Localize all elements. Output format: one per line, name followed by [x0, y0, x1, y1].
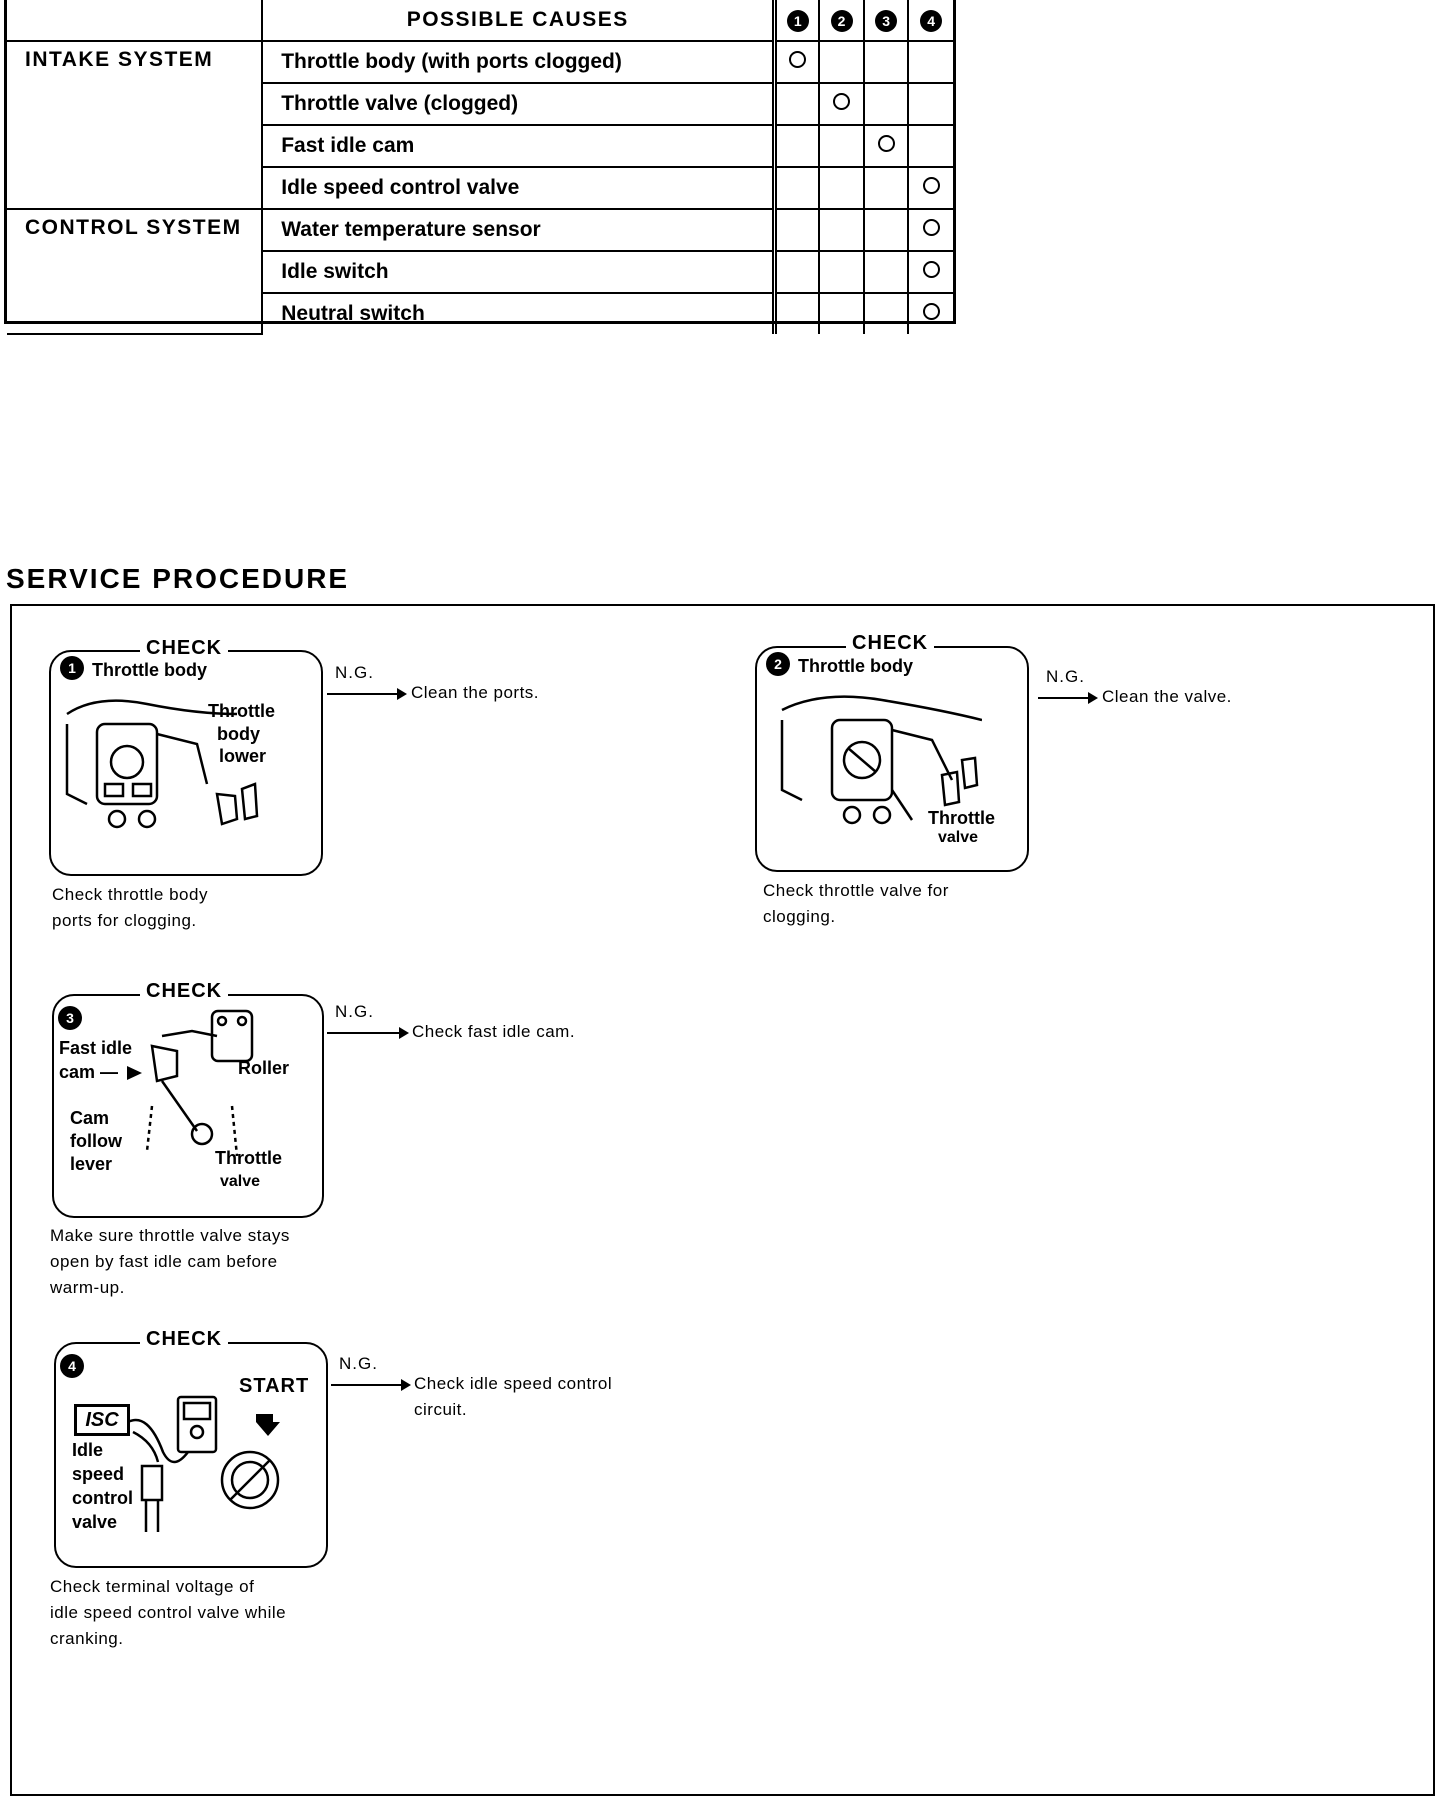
mark-cell	[819, 41, 864, 83]
step-caption	[763, 878, 949, 930]
action-line: Clean the ports.	[411, 683, 540, 702]
label-lower: lower	[219, 746, 267, 766]
caption-line: warm-up.	[50, 1278, 125, 1297]
mark-cell	[775, 41, 820, 83]
circle-mark-icon	[923, 261, 940, 278]
table-row	[7, 41, 953, 83]
step-action	[411, 680, 539, 706]
label-fast-idle: Fast idle	[59, 1038, 133, 1058]
caption-line: Check throttle valve for	[763, 881, 949, 900]
mark-cell	[775, 293, 820, 334]
label-throttle: Throttle	[215, 1148, 282, 1168]
arrow-right-icon	[327, 1032, 407, 1034]
mark-cell	[864, 167, 909, 209]
label-start: START	[239, 1375, 310, 1397]
cause-cell: Neutral switch	[262, 293, 775, 334]
arrow-right-icon	[327, 693, 405, 695]
check-label: CHECK	[846, 632, 934, 655]
col-4-badge: 4	[920, 10, 942, 32]
step-4	[12, 1292, 712, 1648]
isc-label: ISC	[85, 1409, 119, 1431]
mark-cell	[775, 251, 820, 293]
fast-idle-cam-illustration-icon	[122, 1006, 292, 1156]
step-number-badge: 3	[58, 1006, 82, 1030]
ng-label: N.G.	[335, 663, 374, 682]
header-col-1	[775, 0, 820, 41]
circle-mark-icon	[789, 51, 806, 68]
col-1-badge: 1	[787, 10, 809, 32]
mark-cell	[908, 125, 953, 167]
label-control: control	[72, 1488, 133, 1508]
service-procedure-title: SERVICE PROCEDURE	[6, 563, 350, 594]
action-line: circuit.	[414, 1400, 468, 1419]
step-action	[1102, 684, 1232, 710]
caption-line: Make sure throttle valve stays	[50, 1226, 290, 1245]
mark-cell	[864, 251, 909, 293]
ng-label: N.G.	[335, 1002, 374, 1021]
label-cam: cam —	[59, 1062, 119, 1082]
label-cam-follow: Cam	[70, 1108, 110, 1128]
circle-mark-icon	[833, 93, 850, 110]
causes-grid	[7, 0, 953, 335]
label-valve: valve	[72, 1512, 118, 1532]
mark-cell	[864, 83, 909, 125]
col-2-badge: 2	[831, 10, 853, 32]
cause-cell: Idle speed control valve	[262, 167, 775, 209]
mark-cell	[908, 41, 953, 83]
mark-cell	[775, 83, 820, 125]
label-body: body	[217, 724, 260, 744]
service-procedure-frame	[10, 604, 1435, 1796]
step-2	[712, 606, 1412, 946]
arrow-right-icon	[331, 1384, 409, 1386]
cause-cell: Fast idle cam	[262, 125, 775, 167]
header-col-2	[819, 0, 864, 41]
ng-label: N.G.	[339, 1354, 378, 1373]
isc-box	[74, 1404, 130, 1436]
step-1	[12, 606, 712, 946]
mark-cell	[819, 251, 864, 293]
cause-cell: Idle switch	[262, 251, 775, 293]
mark-cell	[864, 125, 909, 167]
mark-cell	[864, 41, 909, 83]
mark-cell	[819, 125, 864, 167]
cause-cell: Water temperature sensor	[262, 209, 775, 251]
label-speed: speed	[72, 1464, 125, 1484]
check-label: CHECK	[140, 637, 228, 660]
mark-cell	[819, 293, 864, 334]
step-action	[414, 1371, 612, 1423]
ng-label: N.G.	[1046, 667, 1085, 686]
mark-cell	[775, 167, 820, 209]
label-throttle: Throttle	[928, 808, 995, 828]
check-label: CHECK	[140, 1328, 228, 1351]
label-throttle: Throttle	[208, 701, 275, 721]
step-number-badge: 1	[60, 656, 84, 680]
mark-cell	[908, 251, 953, 293]
caption-line: Check throttle body	[52, 885, 208, 904]
caption-line: Check terminal voltage of	[50, 1577, 255, 1596]
header-col-3	[864, 0, 909, 41]
circle-mark-icon	[923, 303, 940, 320]
mark-cell	[864, 293, 909, 334]
label-throttle-body: Throttle body	[798, 656, 913, 676]
caption-line: cranking.	[50, 1629, 124, 1648]
mark-cell	[908, 167, 953, 209]
action-line: Check idle speed control	[414, 1374, 613, 1393]
step-number-badge: 2	[766, 652, 790, 676]
cause-cell: Throttle body (with ports clogged)	[262, 41, 775, 83]
step-3	[12, 946, 712, 1297]
label-follow: follow	[70, 1131, 122, 1151]
circle-mark-icon	[878, 135, 895, 152]
mark-cell	[908, 83, 953, 125]
step-number-badge: 4	[60, 1354, 84, 1378]
mark-cell	[908, 293, 953, 334]
check-label: CHECK	[140, 980, 228, 1003]
label-valve: valve	[938, 829, 979, 846]
col-3-badge: 3	[875, 10, 897, 32]
mark-cell	[864, 209, 909, 251]
mark-cell	[819, 209, 864, 251]
label-roller: Roller	[238, 1058, 290, 1078]
label-idle: Idle	[72, 1440, 104, 1460]
caption-line: idle speed control valve while	[50, 1603, 287, 1622]
header-col-4	[908, 0, 953, 41]
label-valve: valve	[220, 1173, 261, 1190]
arrow-right-icon	[1038, 697, 1096, 699]
mark-cell	[908, 209, 953, 251]
circle-mark-icon	[923, 219, 940, 236]
mark-cell	[775, 125, 820, 167]
system-intake: INTAKE SYSTEM	[7, 41, 262, 209]
caption-line: open by fast idle cam before	[50, 1252, 278, 1271]
voltmeter-ignition-illustration-icon	[128, 1392, 298, 1542]
action-line: Clean the valve.	[1102, 687, 1232, 706]
mark-cell	[819, 167, 864, 209]
system-control: CONTROL SYSTEM	[7, 209, 262, 334]
possible-causes-table	[4, 0, 956, 324]
step-action	[412, 1019, 575, 1045]
header-blank-cell	[7, 0, 262, 41]
label-throttle-body: Throttle body	[92, 660, 207, 680]
cause-cell: Throttle valve (clogged)	[262, 83, 775, 125]
table-header-row	[7, 0, 953, 41]
circle-mark-icon	[923, 177, 940, 194]
step-caption	[52, 882, 208, 934]
label-lever: lever	[70, 1154, 113, 1174]
action-line: Check fast idle cam.	[412, 1022, 576, 1041]
caption-line: clogging.	[763, 907, 836, 926]
step-caption	[50, 1223, 290, 1301]
table-row	[7, 209, 953, 251]
mark-cell	[775, 209, 820, 251]
caption-line: ports for clogging.	[52, 911, 197, 930]
header-possible-causes: POSSIBLE CAUSES	[262, 0, 775, 41]
mark-cell	[819, 83, 864, 125]
step-caption	[50, 1574, 286, 1652]
